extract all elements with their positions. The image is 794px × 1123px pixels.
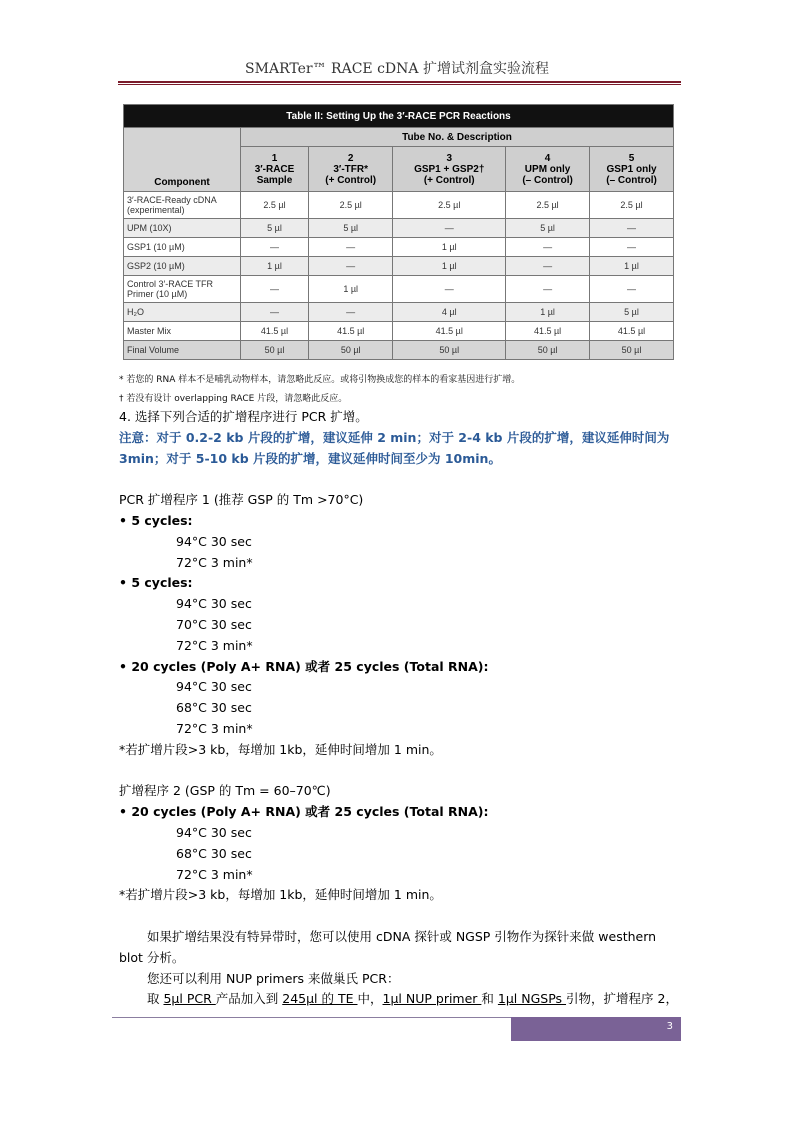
table-cell: — bbox=[393, 276, 506, 303]
tube-header bbox=[506, 147, 590, 192]
tube-header-line2: (– Control) bbox=[606, 174, 657, 186]
table-cell: — bbox=[590, 276, 674, 303]
table-cell: 2.5 µl bbox=[309, 192, 393, 219]
table-cell: — bbox=[241, 303, 309, 322]
tube-header-num: 3 bbox=[446, 152, 453, 164]
underlined-text: 1µl NGSPs bbox=[497, 991, 567, 1007]
table-row bbox=[124, 341, 674, 360]
tube-header-line1: 3′-RACE bbox=[254, 163, 295, 175]
table-cell: 41.5 µl bbox=[393, 322, 506, 341]
paragraph-nested: 您还可以利用 NUP primers 来做巢氏 PCR： bbox=[147, 970, 400, 986]
row-label: GSP1 (10 µM) bbox=[124, 238, 241, 257]
p1-step: 94°C 30 sec bbox=[176, 679, 252, 695]
table-cell: — bbox=[309, 303, 393, 322]
table-cell: 1 µl bbox=[393, 238, 506, 257]
tube-header-num: 4 bbox=[544, 152, 551, 164]
table-row bbox=[124, 322, 674, 341]
table-row bbox=[124, 257, 674, 276]
p1-step: 72°C 3 min* bbox=[176, 637, 253, 653]
tube-header-num: 1 bbox=[271, 152, 278, 164]
tube-header bbox=[590, 147, 674, 192]
p2-footnote: *若扩增片段>3 kb，每增加 1kb，延伸时间增加 1 min。 bbox=[119, 887, 442, 903]
table-cell: 2.5 µl bbox=[393, 192, 506, 219]
row-label: 3′-RACE-Ready cDNA (experimental) bbox=[124, 192, 241, 219]
p1-step: 94°C 30 sec bbox=[176, 533, 252, 549]
table-row bbox=[124, 303, 674, 322]
row-label: GSP2 (10 µM) bbox=[124, 257, 241, 276]
page-number-box bbox=[511, 1017, 681, 1041]
table-cell: 1 µl bbox=[590, 257, 674, 276]
table-cell: 50 µl bbox=[241, 341, 309, 360]
table-cell: — bbox=[393, 219, 506, 238]
program-2-title: 扩增程序 2 (GSP 的 Tm = 60–70℃) bbox=[119, 783, 331, 799]
tube-header bbox=[393, 147, 506, 192]
step-4: 4. 选择下列合适的扩增程序进行 PCR 扩增。 bbox=[119, 409, 368, 424]
underlined-text: 5µl PCR bbox=[163, 991, 216, 1007]
tube-header bbox=[241, 147, 309, 192]
p1-block-1: • 5 cycles: bbox=[119, 512, 193, 528]
text: 引物，扩增程序 2， bbox=[566, 991, 678, 1007]
paragraph-protocol bbox=[119, 989, 679, 1010]
p1-step: 70°C 30 sec bbox=[176, 616, 252, 632]
tube-header-line2: (+ Control) bbox=[325, 174, 377, 186]
text: 产品加入到 bbox=[215, 991, 283, 1007]
table-cell: — bbox=[590, 238, 674, 257]
table-row bbox=[124, 219, 674, 238]
underlined-text: 1µl NUP primer bbox=[382, 991, 482, 1007]
header-rule-thin bbox=[118, 84, 681, 85]
table-cell: — bbox=[506, 238, 590, 257]
table-cell: — bbox=[241, 276, 309, 303]
header-rule bbox=[118, 81, 681, 83]
paragraph-western: 如果扩增结果没有特异带时，您可以使用 cDNA 探针或 NGSP 引物作为探针来做 westhern blot 分析。 bbox=[119, 928, 657, 965]
table-cell: 50 µl bbox=[309, 341, 393, 360]
text: 和 bbox=[481, 991, 498, 1007]
table-cell: 2.5 µl bbox=[590, 192, 674, 219]
table-cell: 1 µl bbox=[241, 257, 309, 276]
program-1-title: PCR 扩增程序 1 (推荐 GSP 的 Tm >70°C) bbox=[119, 492, 364, 508]
table-cell: 5 µl bbox=[506, 219, 590, 238]
table-cell: 5 µl bbox=[241, 219, 309, 238]
row-label: Control 3′-RACE TFR Primer (10 µM) bbox=[124, 276, 241, 303]
table-cell: 5 µl bbox=[309, 219, 393, 238]
p1-block-3: • 20 cycles (Poly A+ RNA) 或者 25 cycles (Total RNA): bbox=[119, 658, 489, 674]
footnote-overlap: † 若没有设计 overlapping RACE 片段，请忽略此反应。 bbox=[119, 394, 348, 404]
table-cell: 1 µl bbox=[506, 303, 590, 322]
table-cell: 2.5 µl bbox=[506, 192, 590, 219]
tube-header bbox=[309, 147, 393, 192]
table-cell: 4 µl bbox=[393, 303, 506, 322]
p1-footnote: *若扩增片段>3 kb，每增加 1kb，延伸时间增加 1 min。 bbox=[119, 741, 442, 757]
table-row bbox=[124, 238, 674, 257]
row-label: Master Mix bbox=[124, 322, 241, 341]
row-label: Final Volume bbox=[124, 341, 241, 360]
tube-header-line1: GSP1 + GSP2† bbox=[414, 163, 485, 175]
text: 取 bbox=[147, 991, 164, 1007]
table-cell: 2.5 µl bbox=[241, 192, 309, 219]
tube-header-line2: (+ Control) bbox=[423, 174, 475, 186]
table-title: Table II: Setting Up the 3′-RACE PCR Reactions bbox=[124, 105, 674, 128]
main-text bbox=[119, 407, 679, 1010]
table-cell: — bbox=[506, 257, 590, 276]
table-cell: 41.5 µl bbox=[506, 322, 590, 341]
p2-step: 72°C 3 min* bbox=[176, 866, 253, 882]
row-label: H₂O bbox=[124, 303, 241, 322]
table-row bbox=[124, 276, 674, 303]
table-cell: 50 µl bbox=[590, 341, 674, 360]
row-label: UPM (10X) bbox=[124, 219, 241, 238]
p1-block-2: • 5 cycles: bbox=[119, 575, 193, 591]
page-header: SMARTer™ RACE cDNA 扩增试剂盒实验流程 bbox=[245, 61, 549, 77]
tube-header-line2: Sample bbox=[256, 174, 293, 186]
race-pcr-table bbox=[123, 104, 674, 360]
table-cell: 41.5 µl bbox=[241, 322, 309, 341]
p2-step: 94°C 30 sec bbox=[176, 824, 252, 840]
caution-note: 注意：对于 0.2-2 kb 片段的扩增，建议延伸 2 min；对于 2-4 kb 片段的扩增，建议延伸时间为 3min；对于 5-10 kb 片段的扩增，建议延伸时间至少为 10min。 bbox=[119, 429, 670, 466]
tube-header-num: 5 bbox=[628, 152, 635, 164]
table-cell: 41.5 µl bbox=[590, 322, 674, 341]
table-cell: — bbox=[506, 276, 590, 303]
table-cell: — bbox=[590, 219, 674, 238]
table-cell: — bbox=[309, 257, 393, 276]
tube-header-num: 2 bbox=[347, 152, 354, 164]
text: 中， bbox=[357, 991, 383, 1007]
p1-step: 68°C 30 sec bbox=[176, 700, 252, 716]
component-header: Component bbox=[124, 128, 241, 192]
table-cell: 41.5 µl bbox=[309, 322, 393, 341]
table-cell: 50 µl bbox=[393, 341, 506, 360]
tube-header-line1: GSP1 only bbox=[606, 163, 657, 175]
table-cell: 5 µl bbox=[590, 303, 674, 322]
p1-step: 72°C 3 min* bbox=[176, 720, 253, 736]
table-cell: 1 µl bbox=[393, 257, 506, 276]
group-header: Tube No. & Description bbox=[241, 128, 674, 147]
table-cell: 1 µl bbox=[309, 276, 393, 303]
p2-block-1: • 20 cycles (Poly A+ RNA) 或者 25 cycles (Total RNA): bbox=[119, 804, 489, 820]
tube-header-line1: 3′-TFR* bbox=[333, 163, 368, 175]
table-cell: 50 µl bbox=[506, 341, 590, 360]
table-row bbox=[124, 192, 674, 219]
p1-step: 72°C 3 min* bbox=[176, 554, 253, 570]
page-number: 3 bbox=[666, 1021, 673, 1032]
p2-step: 68°C 30 sec bbox=[176, 845, 252, 861]
tube-header-line2: (– Control) bbox=[522, 174, 573, 186]
table-cell: — bbox=[241, 238, 309, 257]
underlined-text: 245µl 的 TE bbox=[282, 991, 358, 1007]
table-cell: — bbox=[309, 238, 393, 257]
tube-header-line1: UPM only bbox=[524, 163, 571, 175]
p1-step: 94°C 30 sec bbox=[176, 596, 252, 612]
footnote-mammal: * 若您的 RNA 样本不是哺乳动物样本，请忽略此反应。或将引物换成您的样本的看家基因进行扩增。 bbox=[119, 375, 521, 385]
